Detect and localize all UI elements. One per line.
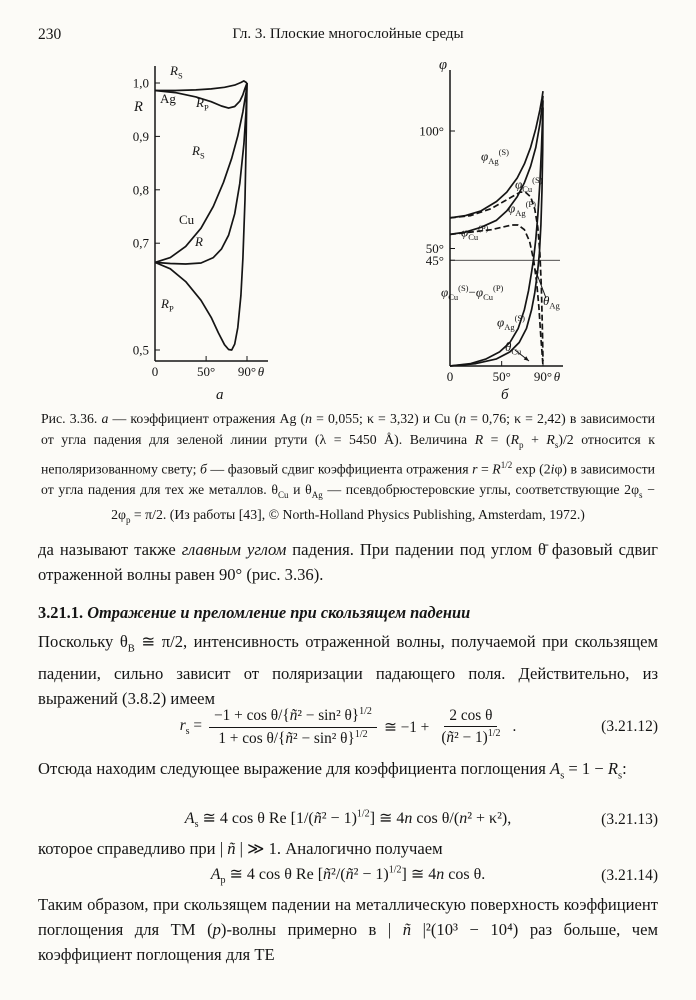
eq12-end: . bbox=[512, 718, 517, 735]
section-heading bbox=[38, 603, 658, 623]
chart-label: $\varphi_{Ag}^{(P)}$ bbox=[508, 199, 536, 218]
equation-3-21-12 bbox=[38, 702, 658, 752]
tick-label: 50° bbox=[425, 241, 444, 256]
section-title: Отражение и преломление при скользящем падении bbox=[87, 603, 471, 622]
page-number: 230 bbox=[38, 26, 62, 43]
chart-label: $R_S$ bbox=[192, 143, 205, 161]
chart-label: Ag bbox=[160, 91, 176, 106]
chart-label: $\varphi_{Cu}^{(S)}-\varphi_{Cu}^{(P)}$ bbox=[441, 283, 504, 302]
tick-label: 0,7 bbox=[132, 235, 149, 251]
tick-label: 0,5 bbox=[132, 342, 149, 358]
x-axis-symbol: θ bbox=[553, 369, 561, 384]
equation-3-21-13 bbox=[38, 808, 658, 832]
chart-label: R bbox=[134, 99, 143, 115]
chart-label: $R_P$ bbox=[196, 95, 209, 113]
tick-label: 90° bbox=[237, 364, 257, 379]
tick-label: 1,0 bbox=[132, 75, 149, 91]
paragraph-valid: которое справедливо при | ñ | ≫ 1. Аналогично получаем bbox=[38, 839, 443, 858]
running-title: Гл. 3. Плоские многослойные среды bbox=[232, 26, 464, 42]
tick-label: 0,9 bbox=[132, 128, 149, 144]
eq12-lhs: $r_s$ = bbox=[179, 716, 203, 738]
tick-label: 90° bbox=[533, 369, 553, 384]
tick-label: 50° bbox=[197, 364, 216, 379]
chart-label: а bbox=[216, 387, 224, 403]
curve-phi-ag-p bbox=[450, 192, 543, 361]
eq14-body: $A_p$ ≅ 4 cos θ Re [ñ²/(ñ² − 1)$^{1/2}$] ≅ 4n cos θ. bbox=[210, 864, 486, 887]
chart-svg bbox=[395, 58, 605, 410]
chart-label: $\varphi_{Cu}^{(P)}$ bbox=[461, 223, 489, 242]
chart-label: Cu bbox=[179, 212, 195, 227]
chart-label: $\varphi_{Ag}^{(S)}$ bbox=[481, 147, 509, 166]
paragraph-hence: Отсюда находим следующее выражение для коэффициента поглощения $A_s = 1 - R_s$: bbox=[38, 759, 627, 782]
tick-label: 50° bbox=[492, 369, 511, 384]
chart-label: $\theta_{Cu}$ bbox=[505, 339, 522, 357]
chart-label: $R_P$ bbox=[161, 296, 174, 314]
chart-label: $\varphi_{Ag}^{(S)}$ bbox=[497, 313, 525, 332]
chart-label: $\theta_{Ag}$ bbox=[543, 293, 560, 311]
curve-ag-rs bbox=[155, 81, 247, 91]
eq12-mid: ≅ −1 + bbox=[383, 718, 430, 736]
equation-3-21-14 bbox=[38, 864, 658, 888]
tick-label: 0 bbox=[151, 364, 159, 379]
figure-caption: Рис. 3.36. а — коэффициент отражения Ag (n = 0,055; κ = 3,32) и Cu (n = 0,76; κ = 2,42) в зависимости от угла падения для зеленой линии ртути (λ = 5450 Å). Величина $R = (R_p + R_s)/2$ относится к неполяризованному свету; б — фазовый сдвиг коэффициента отражения $r = R^{1/2}$ exp (2iφ) в зависимости от угла падения для тех же металлов. $\theta_{Cu}$ и $\theta_{Ag}$ — псевдобрюстеровские углы, соответствующие $2\varphi_s - 2\varphi_p = \pi/2$. (Из работы [43], © North-Holland Physics Publishing, Amsterdam, 1972.) bbox=[41, 411, 656, 526]
figure-3-36b-chart bbox=[395, 58, 605, 410]
section-number: 3.21.1. bbox=[38, 603, 84, 622]
chart-label: $R_S$ bbox=[170, 63, 183, 81]
equation-number-13: (3.21.13) bbox=[601, 811, 658, 828]
figure-3-36a-chart bbox=[110, 58, 310, 410]
chart-label: б bbox=[501, 387, 509, 403]
paragraph-since: Поскольку $\theta_B$ ≅ π/2, интенсивность отраженной волны, получаемой при скользящем падении, сильно зависит от поляризации падающего поля. Действительно, из выражений (3.8.2) имеем bbox=[38, 632, 658, 709]
figure-3-36 bbox=[0, 56, 696, 412]
chart-label: $\varphi_{Cu}^{(S)}$ bbox=[515, 175, 543, 194]
chart-label: φ bbox=[439, 57, 448, 73]
tick-label: 0 bbox=[446, 369, 454, 384]
paragraph-lead: да называют также главным углом падения. При падении под углом θ̄ фазовый сдвиг отраженной волны равен 90° (рис. 3.36). bbox=[38, 540, 658, 584]
paragraph-thus: Таким образом, при скользящем падении на металлическую поверхность коэффициент поглощения для TM (p)-волны примерно в | ñ |²(10³ − 10⁴) раз больше, чем коэффициент поглощения для TE bbox=[38, 895, 658, 964]
equation-number-14: (3.21.14) bbox=[601, 867, 658, 884]
chart-label: R bbox=[195, 234, 203, 249]
equation-number-12: (3.21.12) bbox=[601, 718, 658, 735]
tick-label: 0,8 bbox=[132, 182, 149, 198]
eq13-body: $A_s$ ≅ 4 cos θ Re [1/(ñ² − 1)$^{1/2}$] ≅ 4n cos θ/(n² + κ²), bbox=[184, 808, 512, 831]
eq12-fraction-1: $\frac{-1 + \cos \theta/\{ñ^2 - \sin^2 \theta\}^{1/2}}{1 + \cos \theta/\{ñ^2 - \sin^2 \theta\}^{1/2}}$ bbox=[209, 706, 377, 747]
tick-label: 100° bbox=[419, 123, 444, 139]
x-axis-symbol: θ bbox=[257, 364, 265, 379]
tick-label: 45° bbox=[425, 252, 444, 268]
eq12-fraction-2: $\frac{\text{2 cos θ}}{(ñ^2 - 1)^{1/2}}$ bbox=[441, 707, 501, 747]
